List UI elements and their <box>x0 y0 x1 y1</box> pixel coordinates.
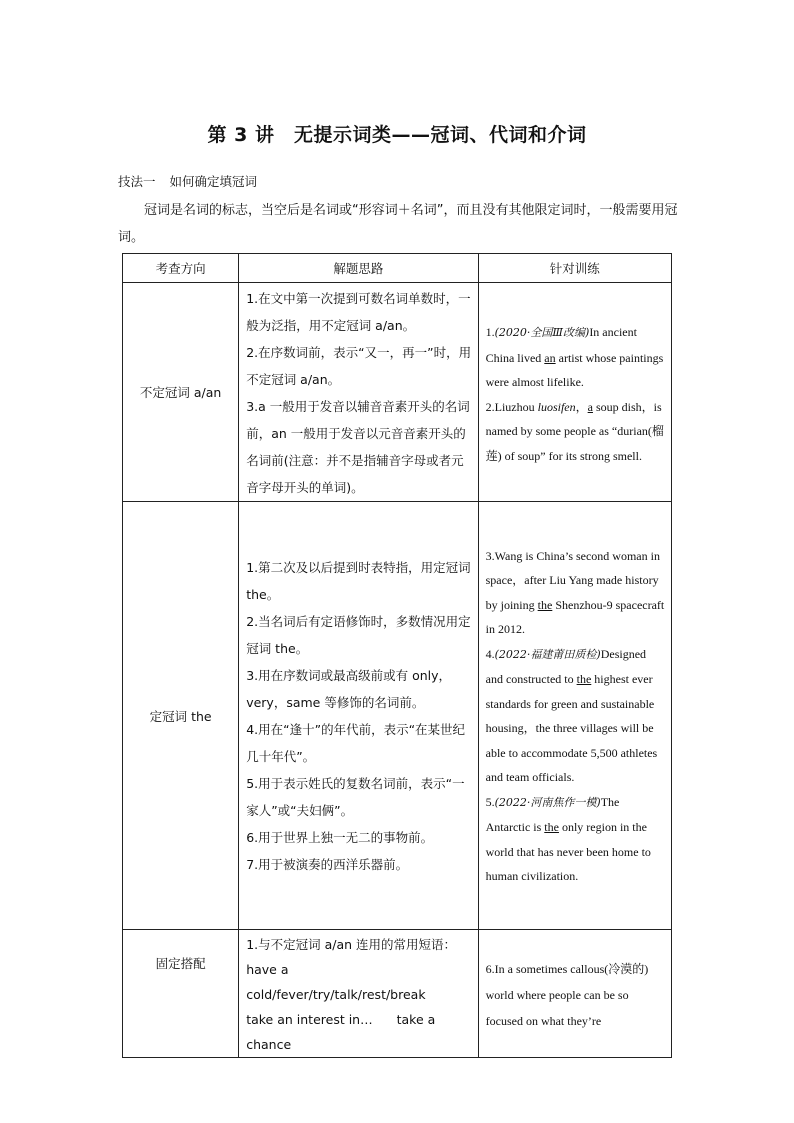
training-cell <box>478 502 671 930</box>
answer-blank: an <box>544 350 556 365</box>
training-item: 2.Liuzhou luosifen，a soup dish，is named by some people as “durian(榴莲) of soup” for its strong smell. <box>485 399 664 463</box>
table-row <box>123 930 672 1058</box>
idea-item: 2.当名词后有定语修饰时，多数情况用定冠词 the。 <box>246 613 471 656</box>
answer-blank: the <box>537 597 553 612</box>
table-header-row <box>123 254 672 283</box>
training-item: 4.(2022·福建莆田质检)Designed and constructed to the highest ever standards for green and sustainable housing，the three villages will be able to accommodate 5,500 athletes and team officials. <box>485 646 658 784</box>
training-item: 6.In a sometimes callous(冷漠的) world where people can be so focused on what they’re <box>485 961 649 1028</box>
idea-item: 4.用在“逢十”的年代前，表示“在某世纪几十年代”。 <box>246 721 466 764</box>
idea-item: 1.第二次及以后提到时表特指，用定冠词 the。 <box>246 559 471 602</box>
direction-cell: 固定搭配 <box>123 930 239 1058</box>
idea-item: take an interest in… take a chance <box>246 1012 436 1052</box>
source-tag: (2022·福建莆田质检) <box>494 647 601 661</box>
idea-item: have a cold/fever/try/talk/rest/break <box>246 962 426 1002</box>
table-row <box>123 283 672 502</box>
idea-item: 2.在序数词前，表示“又一，再一”时，用不定冠词 a/an。 <box>246 345 472 387</box>
training-item: 3.Wang is China’s second woman in space，after Liu Yang made history by joining the Shenzhou-9 spacecraft in 2012. <box>485 548 665 636</box>
page-title: 第 3 讲 无提示词类——冠词、代词和介词 <box>207 124 587 146</box>
answer-blank: the <box>544 820 559 834</box>
section-label: 技法一 <box>118 174 156 189</box>
idea-item: 3.用在序数词或最高级前或有 only，very，same 等修饰的名词前。 <box>246 667 452 710</box>
idea-item: 1.在文中第一次提到可数名词单数时，一般为泛指，用不定冠词 a/an。 <box>246 291 471 333</box>
idea-item: 1.与不定冠词 a/an 连用的常用短语： <box>246 937 457 952</box>
source-tag: (2022·河南焦作一模) <box>494 795 601 809</box>
training-item: 5.(2022·河南焦作一模)The Antarctic is the only region in the world that has never been home to human civilization. <box>485 794 651 883</box>
italic-term: luosifen <box>537 399 576 414</box>
ideas-cell <box>239 502 478 930</box>
direction-cell: 不定冠词 a/an <box>123 283 239 502</box>
article-table <box>122 253 672 1058</box>
idea-item: 5.用于表示姓氏的复数名词前，表示“一家人”或“夫妇俩”。 <box>246 775 465 818</box>
ideas-cell <box>239 930 478 1058</box>
header-training: 针对训练 <box>478 254 671 283</box>
training-item: 1.(2020·全国Ⅲ改编)In ancient China lived an artist whose paintings were almost lifelike. <box>485 325 664 389</box>
section-heading <box>118 172 257 190</box>
idea-item: 6.用于世界上独一无二的事物前。 <box>246 829 434 845</box>
intro-paragraph: 冠词是名词的标志，当空后是名词或“形容词＋名词”，而且没有其他限定词时，一般需要用冠词。 <box>118 203 678 245</box>
header-direction: 考查方向 <box>123 254 239 283</box>
table-row <box>123 502 672 930</box>
direction-cell: 定冠词 the <box>123 502 239 930</box>
header-ideas: 解题思路 <box>239 254 478 283</box>
idea-item: 3.a 一般用于发音以辅音音素开头的名词前，an 一般用于发音以元音音素开头的名词前(注意：并不是指辅音字母或者元音字母开头的单词)。 <box>246 399 470 495</box>
idea-item: 7.用于被演奏的西洋乐器前。 <box>246 856 409 872</box>
answer-blank: the <box>576 672 592 686</box>
source-tag: (2020·全国Ⅲ改编) <box>494 326 590 339</box>
training-cell <box>478 930 671 1058</box>
section-title: 如何确定填冠词 <box>169 174 258 189</box>
ideas-cell <box>239 283 478 502</box>
training-cell <box>478 283 671 502</box>
answer-blank: a <box>587 399 593 414</box>
